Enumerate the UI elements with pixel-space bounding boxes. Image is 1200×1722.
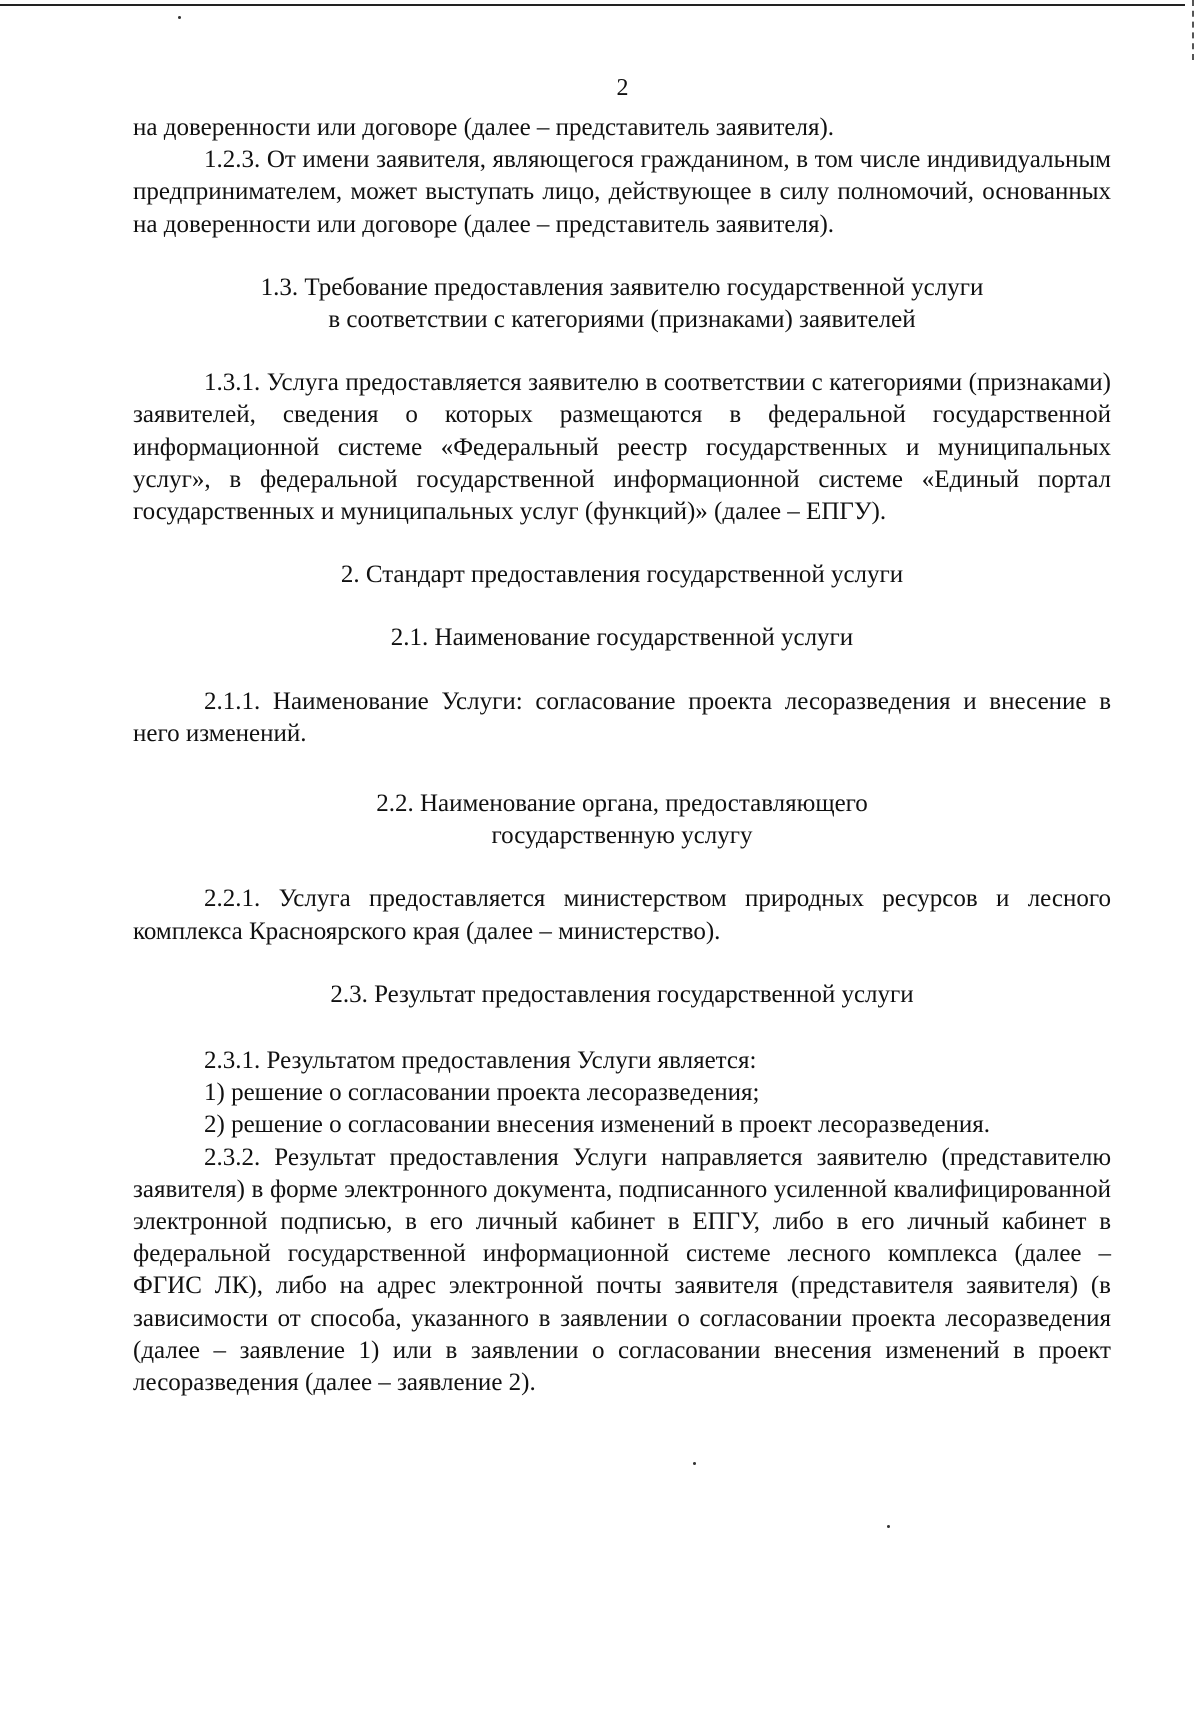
- heading-line: 1.3. Требование предоставления заявителю государственной услуги: [260, 273, 984, 301]
- paragraph-2-3-2: 2.3.2. Результат предоставления Услуги направляется заявителю (представителю заявителя) в форме электронного документа, подписанного усиленной квалифицированной электронной подписью, в его личный кабинет в ЕПГУ, либо в его личный кабинет в федеральной государственной информационной системе лесного комплекса (далее – ФГИС ЛК), либо на адрес электронной почты заявителя (представителя заявителя) (в зависимости от способа, указанного в заявлении о согласовании проекта лесоразведения (далее – заявление 1) или в заявлении о согласовании внесения изменений в проект лесоразведения (далее – заявление 2).: [133, 1143, 1111, 1397]
- paragraph-1-3-1: 1.3.1. Услуга предоставляется заявителю в соответствии с категориями (признаками) заявителей, сведения о которых размещаются в федеральной государственной информационной системе «Федеральный реестр государственных и муниципальных услуг», в федеральной государственной информационной системе «Единый портал государственных и муниципальных услуг (функций)» (далее – ЕПГУ).: [133, 369, 1111, 526]
- heading-1-3: [133, 272, 1111, 336]
- paragraph-continuation: на доверенности или договоре (далее – представитель заявителя).: [133, 114, 835, 141]
- heading-2-1: 2.1. Наименование государственной услуги: [390, 624, 854, 652]
- heading-2-3: 2.3. Результат предоставления государственной услуги: [330, 980, 914, 1008]
- list-item-1: 1) решение о согласовании проекта лесоразведения;: [204, 1079, 760, 1107]
- page-number: 2: [616, 75, 629, 101]
- heading-line: в соответствии с категориями (признаками) заявителей: [328, 306, 916, 334]
- paragraph-2-2-1: 2.2.1. Услуга предоставляется министерством природных ресурсов и лесного комплекса Красноярского края (далее – министерство).: [133, 885, 1111, 945]
- heading-2: 2. Стандарт предоставления государственной услуги: [340, 561, 904, 589]
- scan-speck: [693, 1462, 696, 1465]
- heading-2-2: [133, 788, 1111, 852]
- scan-speck: [178, 16, 181, 19]
- heading-line: государственную услугу: [491, 822, 753, 850]
- paragraph-2-3-1: 2.3.1. Результатом предоставления Услуги является:: [204, 1047, 757, 1075]
- heading-line: 2.2. Наименование органа, предоставляющего: [376, 790, 868, 818]
- scan-top-border: [0, 4, 1185, 6]
- scan-edge-mark: [1189, 0, 1194, 60]
- list-item-2: 2) решение о согласовании внесения изменений в проект лесоразведения.: [204, 1111, 990, 1139]
- scan-speck: [887, 1525, 890, 1528]
- document-body: [133, 112, 1111, 1399]
- paragraph-2-1-1: 2.1.1. Наименование Услуги: согласование проекта лесоразведения и внесение в него изменений.: [133, 687, 1111, 747]
- paragraph-1-2-3: 1.2.3. От имени заявителя, являющегося гражданином, в том числе индивидуальным предпринимателем, может выступать лицо, действующее в силу полномочий, основанных на доверенности или договоре (далее – представитель заявителя).: [133, 146, 1111, 238]
